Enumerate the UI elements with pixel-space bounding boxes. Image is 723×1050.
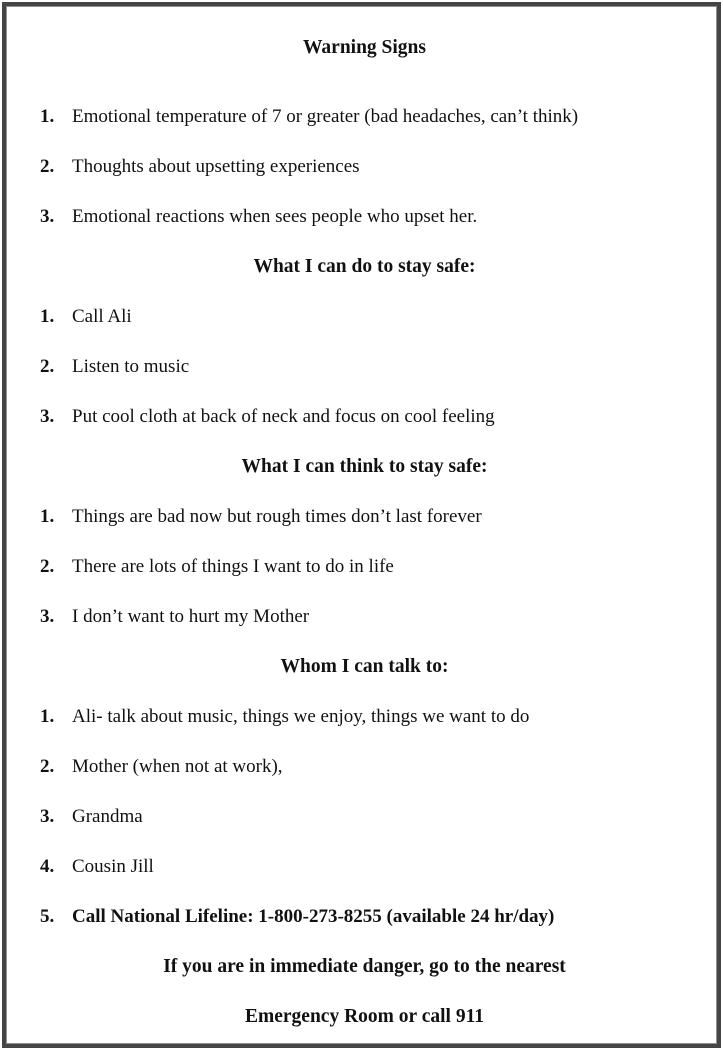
item-number: 2.: [40, 356, 55, 377]
item-number: 2.: [40, 156, 55, 177]
item-number: 3.: [40, 806, 55, 827]
item-number: 3.: [40, 406, 55, 427]
list-item: [40, 692, 689, 742]
item-text: There are lots of things I want to do in life: [72, 556, 394, 577]
list-item: [40, 592, 689, 642]
item-number: 1.: [40, 506, 55, 527]
document-content: [6, 6, 717, 1042]
item-text: Listen to music: [72, 356, 190, 377]
list-item: [40, 492, 689, 542]
document-border-frame: [2, 2, 721, 1048]
item-number: 3.: [40, 606, 55, 627]
item-text: Mother (when not at work),: [72, 756, 283, 777]
footer-line-2: Emergency Room or call 911: [244, 1006, 484, 1027]
item-text: Ali- talk about music, things we enjoy, things we want to do: [72, 706, 530, 727]
section-heading: Whom I can talk to:: [280, 656, 449, 677]
item-number: 1.: [40, 306, 55, 327]
list-item: [40, 192, 689, 242]
item-number: 3.: [40, 206, 55, 227]
item-text: Things are bad now but rough times don’t last forever: [72, 506, 482, 527]
section-heading: What I can do to stay safe:: [253, 256, 476, 277]
list-item: [40, 842, 689, 892]
item-text: Emotional reactions when sees people who upset her.: [72, 206, 478, 227]
item-text: Call Ali: [72, 306, 132, 327]
document-title: Warning Signs: [302, 37, 426, 58]
item-text: Call National Lifeline: 1-800-273-8255 (available 24 hr/day): [72, 906, 555, 927]
list-item: [40, 142, 689, 192]
list-item: [40, 92, 689, 142]
item-number: 1.: [40, 106, 55, 127]
item-text: Grandma: [72, 806, 143, 827]
item-number: 1.: [40, 706, 55, 727]
list-item: [40, 792, 689, 842]
section-heading: What I can think to stay safe:: [241, 456, 488, 477]
title-spacer: [40, 73, 689, 92]
item-number: 4.: [40, 856, 55, 877]
item-number: 2.: [40, 756, 55, 777]
item-number: 5.: [40, 906, 55, 927]
list-item: [40, 392, 689, 442]
item-text: Put cool cloth at back of neck and focus on cool feeling: [72, 406, 495, 427]
list-item-lifeline: [40, 892, 689, 942]
item-text: Cousin Jill: [72, 856, 154, 877]
list-item: [40, 542, 689, 592]
list-item: [40, 342, 689, 392]
item-number: 2.: [40, 556, 55, 577]
item-text: Thoughts about upsetting experiences: [72, 156, 360, 177]
list-item: [40, 742, 689, 792]
item-text: I don’t want to hurt my Mother: [72, 606, 310, 627]
list-item: [40, 292, 689, 342]
item-text: Emotional temperature of 7 or greater (bad headaches, can’t think): [72, 106, 579, 127]
footer-line-1: If you are in immediate danger, go to the nearest: [163, 956, 566, 977]
